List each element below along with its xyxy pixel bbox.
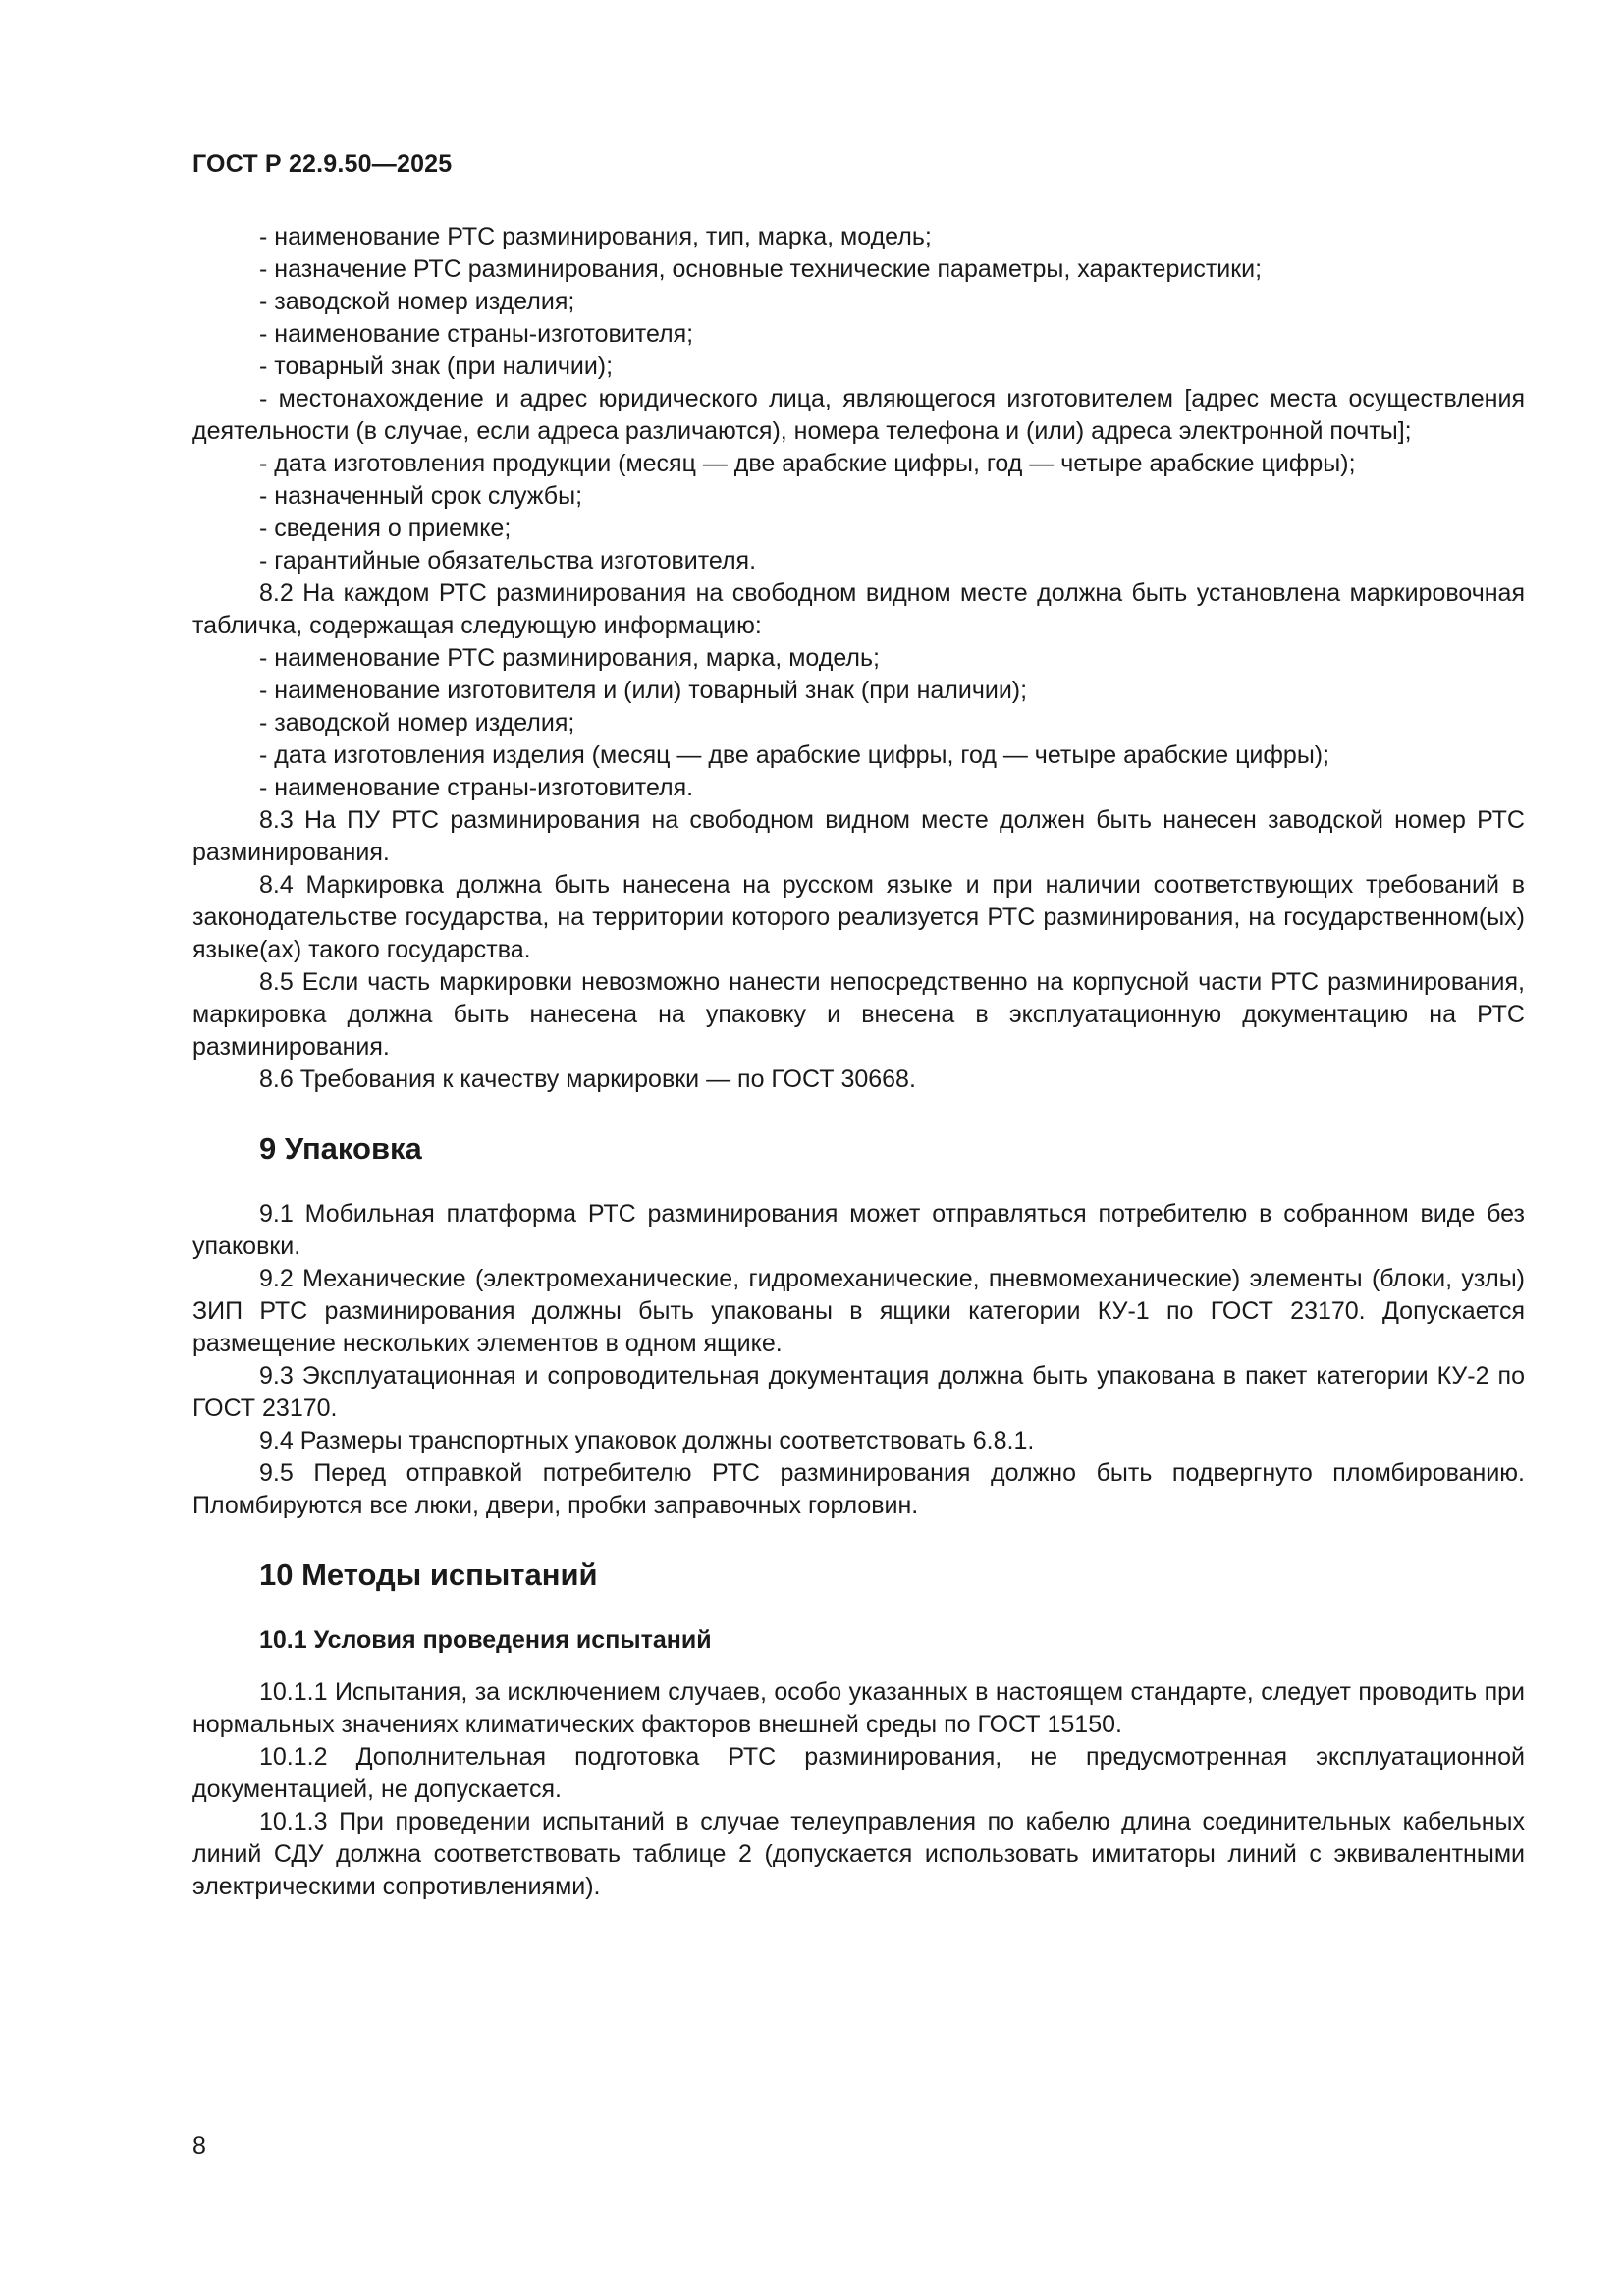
list-item-long: - местонахождение и адрес юридического лица, являющегося изготовителем [адрес места осуществления деятельности (в случае, если адреса различаются), номера телефона и (или) адреса электронной почты]; [192, 385, 1525, 445]
list-item: - товарный знак (при наличии); [259, 353, 614, 380]
document-body [192, 221, 1525, 1903]
list-item: - дата изготовления продукции (месяц — две арабские цифры, год — четыре арабские цифры); [259, 450, 1356, 477]
list-item: - заводской номер изделия; [259, 288, 575, 315]
paragraph-10-1-1: 10.1.1 Испытания, за исключением случаев, особо указанных в настоящем стандарте, следует проводить при нормальных значениях климатических факторов внешней среды по ГОСТ 15150. [192, 1678, 1525, 1738]
paragraph-9-2: 9.2 Механические (электромеханические, гидромеханические, пневмомеханические) элементы (блоки, узлы) ЗИП РТС разминирования должны быть упакованы в ящики категории КУ-1 по ГОСТ 23170. Допускается размещение нескольких элементов в одном ящике. [192, 1265, 1525, 1357]
paragraph-8-2: 8.2 На каждом РТС разминирования на свободном видном месте должна быть установлена маркировочная табличка, содержащая следующую информацию: [192, 579, 1525, 639]
list-item: - сведения о приемке; [259, 515, 512, 542]
section-9-heading: 9 Упаковка [259, 1131, 422, 1166]
list-item: - наименование РТС разминирования, марка, модель; [259, 644, 880, 672]
list-item: - заводской номер изделия; [259, 709, 575, 737]
paragraph-9-1: 9.1 Мобильная платформа РТС разминирования может отправляться потребителю в собранном виде без упаковки. [192, 1200, 1525, 1260]
paragraph-8-3: 8.3 На ПУ РТС разминирования на свободном видном месте должен быть нанесен заводской номер РТС разминирования. [192, 806, 1525, 866]
list-item: - наименование страны-изготовителя. [259, 774, 694, 801]
paragraph-9-5: 9.5 Перед отправкой потребителю РТС разминирования должно быть подвергнуто пломбированию. Пломбируются все люки, двери, пробки заправочных горловин. [192, 1459, 1525, 1519]
document-header: ГОСТ Р 22.9.50—2025 [192, 150, 453, 178]
subsection-10-1-heading: 10.1 Условия проведения испытаний [259, 1626, 712, 1654]
list-item: - назначение РТС разминирования, основные технические параметры, характеристики; [259, 255, 1263, 283]
paragraph-8-5: 8.5 Если часть маркировки невозможно нанести непосредственно на корпусной части РТС разминирования, маркировка должна быть нанесена на упаковку и внесена в эксплуатационную документацию на РТС разминирования. [192, 968, 1525, 1061]
page-number: 8 [192, 2132, 206, 2159]
list-item: - назначенный срок службы; [259, 482, 583, 510]
list-item: - дата изготовления изделия (месяц — две арабские цифры, год — четыре арабские цифры); [259, 741, 1330, 769]
list-item: - наименование изготовителя и (или) товарный знак (при наличии); [259, 677, 1028, 704]
list-item: - наименование страны-изготовителя; [259, 320, 694, 348]
paragraph-9-4: 9.4 Размеры транспортных упаковок должны соответствовать 6.8.1. [259, 1427, 1035, 1454]
paragraph-10-1-3: 10.1.3 При проведении испытаний в случае телеуправления по кабелю длина соединительных кабельных линий СДУ должна соответствовать таблице 2 (допускается использовать имитаторы линий с эквивалентными электрическими сопротивлениями). [192, 1808, 1525, 1900]
list-item: - наименование РТС разминирования, тип, марка, модель; [259, 223, 932, 250]
list-item: - гарантийные обязательства изготовителя. [259, 547, 757, 574]
paragraph-8-6: 8.6 Требования к качеству маркировки — по ГОСТ 30668. [259, 1066, 916, 1093]
section-10-heading: 10 Методы испытаний [259, 1558, 598, 1592]
paragraph-9-3: 9.3 Эксплуатационная и сопроводительная документация должна быть упакована в пакет категории КУ-2 по ГОСТ 23170. [192, 1362, 1525, 1422]
paragraph-8-4: 8.4 Маркировка должна быть нанесена на русском языке и при наличии соответствующих требований в законодательстве государства, на территории которого реализуется РТС разминирования, на государственном(ых) языке(ах) такого государства. [192, 871, 1525, 963]
paragraph-10-1-2: 10.1.2 Дополнительная подготовка РТС разминирования, не предусмотренная эксплуатационной документацией, не допускается. [192, 1743, 1525, 1803]
